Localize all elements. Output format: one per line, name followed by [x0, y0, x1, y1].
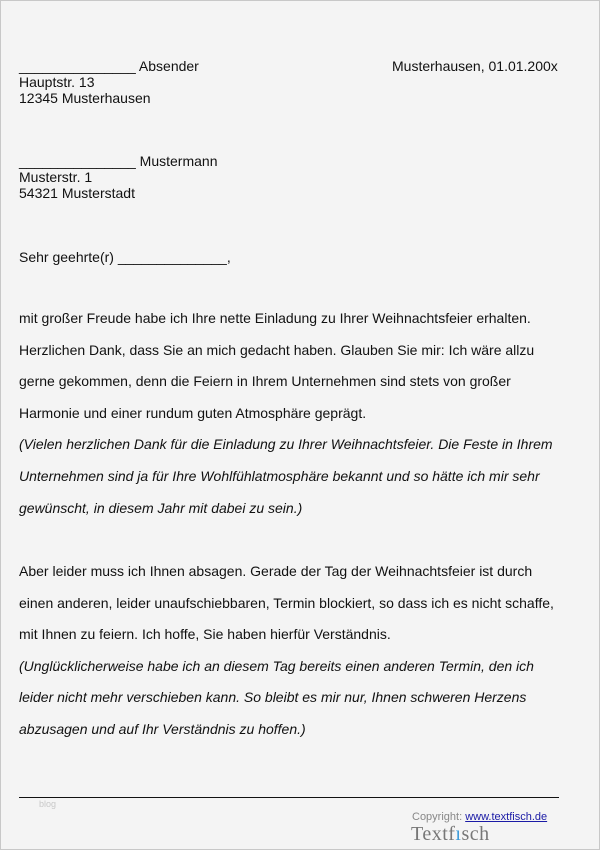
sender-city: 12345 Musterhausen	[19, 90, 151, 106]
paragraph-line: mit großer Freude habe ich Ihre nette Einladung zu Ihrer Weihnachtsfeier erhalten.	[19, 310, 531, 326]
sender-line: _______________ Absender	[19, 58, 199, 74]
website-link[interactable]: www.textfisch.de	[465, 811, 548, 823]
paragraph-line: einen anderen, leider unaufschiebbaren, Termin blockiert, so dass ich es nicht schaffe,	[19, 594, 554, 611]
copyright-label: Copyright:	[412, 811, 463, 823]
place-date: Musterhausen, 01.01.200x	[392, 58, 558, 74]
salutation: Sehr geehrte(r) ______________,	[19, 249, 231, 265]
alternative-line: (Vielen herzlichen Dank für die Einladung zu Ihrer Weihnachtsfeier. Die Feste in Ihrem	[19, 436, 553, 453]
recipient-block	[19, 153, 218, 201]
textfisch-logo: Textfısch	[411, 823, 490, 845]
alternative-line: leider nicht mehr verschieben kann. So bleibt es mir nur, Ihnen schweren Herzens	[19, 689, 527, 706]
recipient-street: Musterstr. 1	[19, 169, 93, 185]
body-section-1	[19, 303, 553, 524]
alternative-line: gewünscht, in diesem Jahr mit dabei zu sein.)	[19, 499, 303, 516]
paragraph-line: mit Ihnen zu feiern. Ich hoffe, Sie haben hierfür Verständnis.	[19, 626, 391, 643]
paragraph-line: Aber leider muss ich Ihnen absagen. Gerade der Tag der Weihnachtsfeier ist durch	[19, 563, 533, 579]
sender-block	[19, 58, 199, 106]
recipient-line: _______________ Mustermann	[19, 153, 218, 169]
alternative-line: abzusagen und auf Ihr Verständnis zu hoffen.)	[19, 720, 306, 737]
blog-watermark: blog	[39, 799, 57, 809]
recipient-city: 54321 Musterstadt	[19, 185, 135, 201]
paragraph-line: Harmonie und einer rundum guten Atmosphäre geprägt.	[19, 404, 367, 421]
paragraph-line: Herzlichen Dank, dass Sie an mich gedacht haben. Glauben Sie mir: Ich wäre allzu	[19, 341, 535, 358]
sender-street: Hauptstr. 13	[19, 74, 95, 90]
alternative-line: Unternehmen sind ja für Ihre Wohlfühlatmosphäre bekannt und so hätte ich mir sehr	[19, 467, 540, 484]
paragraph-line: gerne gekommen, denn die Feiern in Ihrem Unternehmen sind stets von großer	[19, 373, 511, 390]
alternative-line: (Unglücklicherweise habe ich an diesem Tag bereits einen anderen Termin, den ich	[19, 657, 534, 674]
footer-divider	[19, 797, 559, 798]
body-section-2	[19, 556, 554, 746]
copyright	[412, 811, 547, 823]
